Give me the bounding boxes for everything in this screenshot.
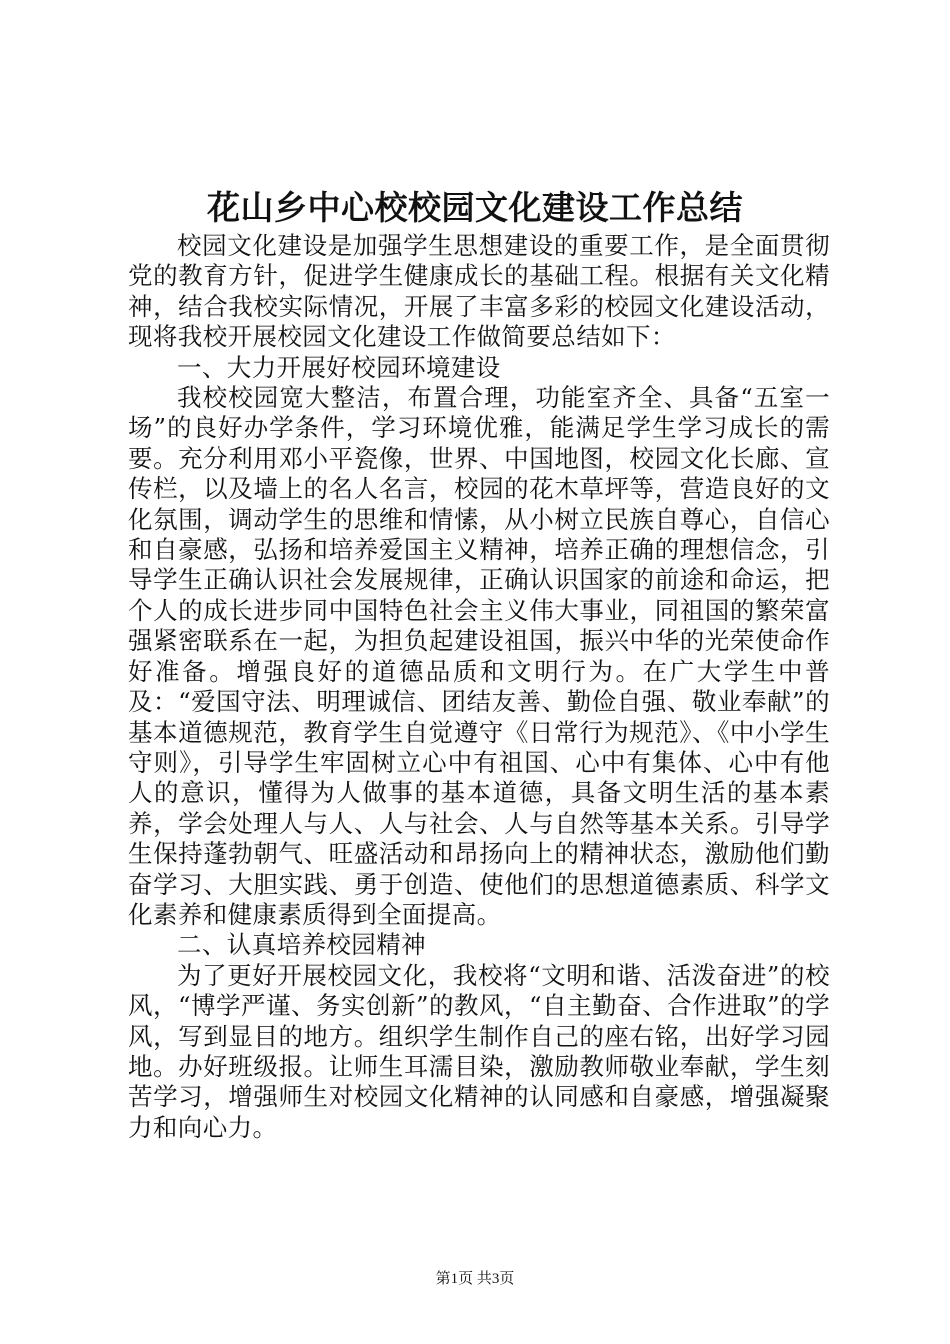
document-body <box>128 231 830 1143</box>
page-footer: 第1页 共3页 <box>435 1271 515 1287</box>
section-heading-2: 二、认真培养校园精神 <box>177 930 426 960</box>
section-2-paragraph: 为了更好开展校园文化，我校将“文明和谐、活泼奋进”的校风，“博学严谨、务实创新”的教风，“自主勤奋、合作进取”的学风，写到显目的地方。组织学生制作自己的座右铭，出好学习园地。办好班级报。让师生耳濡目染，激励教师敬业奉献，学生刻苦学习，增强师生对校园文化精神的认同感和自豪感，增强凝聚力和向心力。 <box>128 960 830 1142</box>
section-heading-1: 一、大力开展好校园环境建设 <box>177 352 501 382</box>
section-1-paragraph: 我校校园宽大整洁，布置合理，功能室齐全、具备“五室一场”的良好办学条件，学习环境优雅，能满足学生学习成长的需要。充分利用邓小平瓷像，世界、中国地图，校园文化长廊、宣传栏，以及墙上的名人名言，校园的花木草坪等，营造良好的文化氛围，调动学生的思维和情愫，从小树立民族自尊心，自信心和自豪感，弘扬和培养爱国主义精神，培养正确的理想信念，引导学生正确认识社会发展规律，正确认识国家的前途和命运，把个人的成长进步同中国特色社会主义伟大事业，同祖国的繁荣富强紧密联系在一起，为担负起建设祖国，振兴中华的光荣使命作好准备。增强良好的道德品质和文明行为。在广大学生中普及：“爱国守法、明理诚信、团结友善、勤俭自强、敬业奉献”的基本道德规范，教育学生自觉遵守《日常行为规范》、《中小学生守则》，引导学生牢固树立心中有祖国、心中有集体、心中有他人的意识，懂得为人做事的基本道德，具备文明生活的基本素养，学会处理人与人、人与社会、人与自然等基本关系。引导学生保持蓬勃朝气、旺盛活动和昂扬向上的精神状态，激励他们勤奋学习、大胆实践、勇于创造、使他们的思想道德素质、科学文化素养和健康素质得到全面提高。 <box>128 383 830 929</box>
intro-paragraph: 校园文化建设是加强学生思想建设的重要工作，是全面贯彻党的教育方针，促进学生健康成长的基础工程。根据有关文化精神，结合我校实际情况，开展了丰富多彩的校园文化建设活动，现将我校开展校园文化建设工作做简要总结如下： <box>128 231 830 352</box>
document-title: 花山乡中心校校园文化建设工作总结 <box>207 188 743 227</box>
